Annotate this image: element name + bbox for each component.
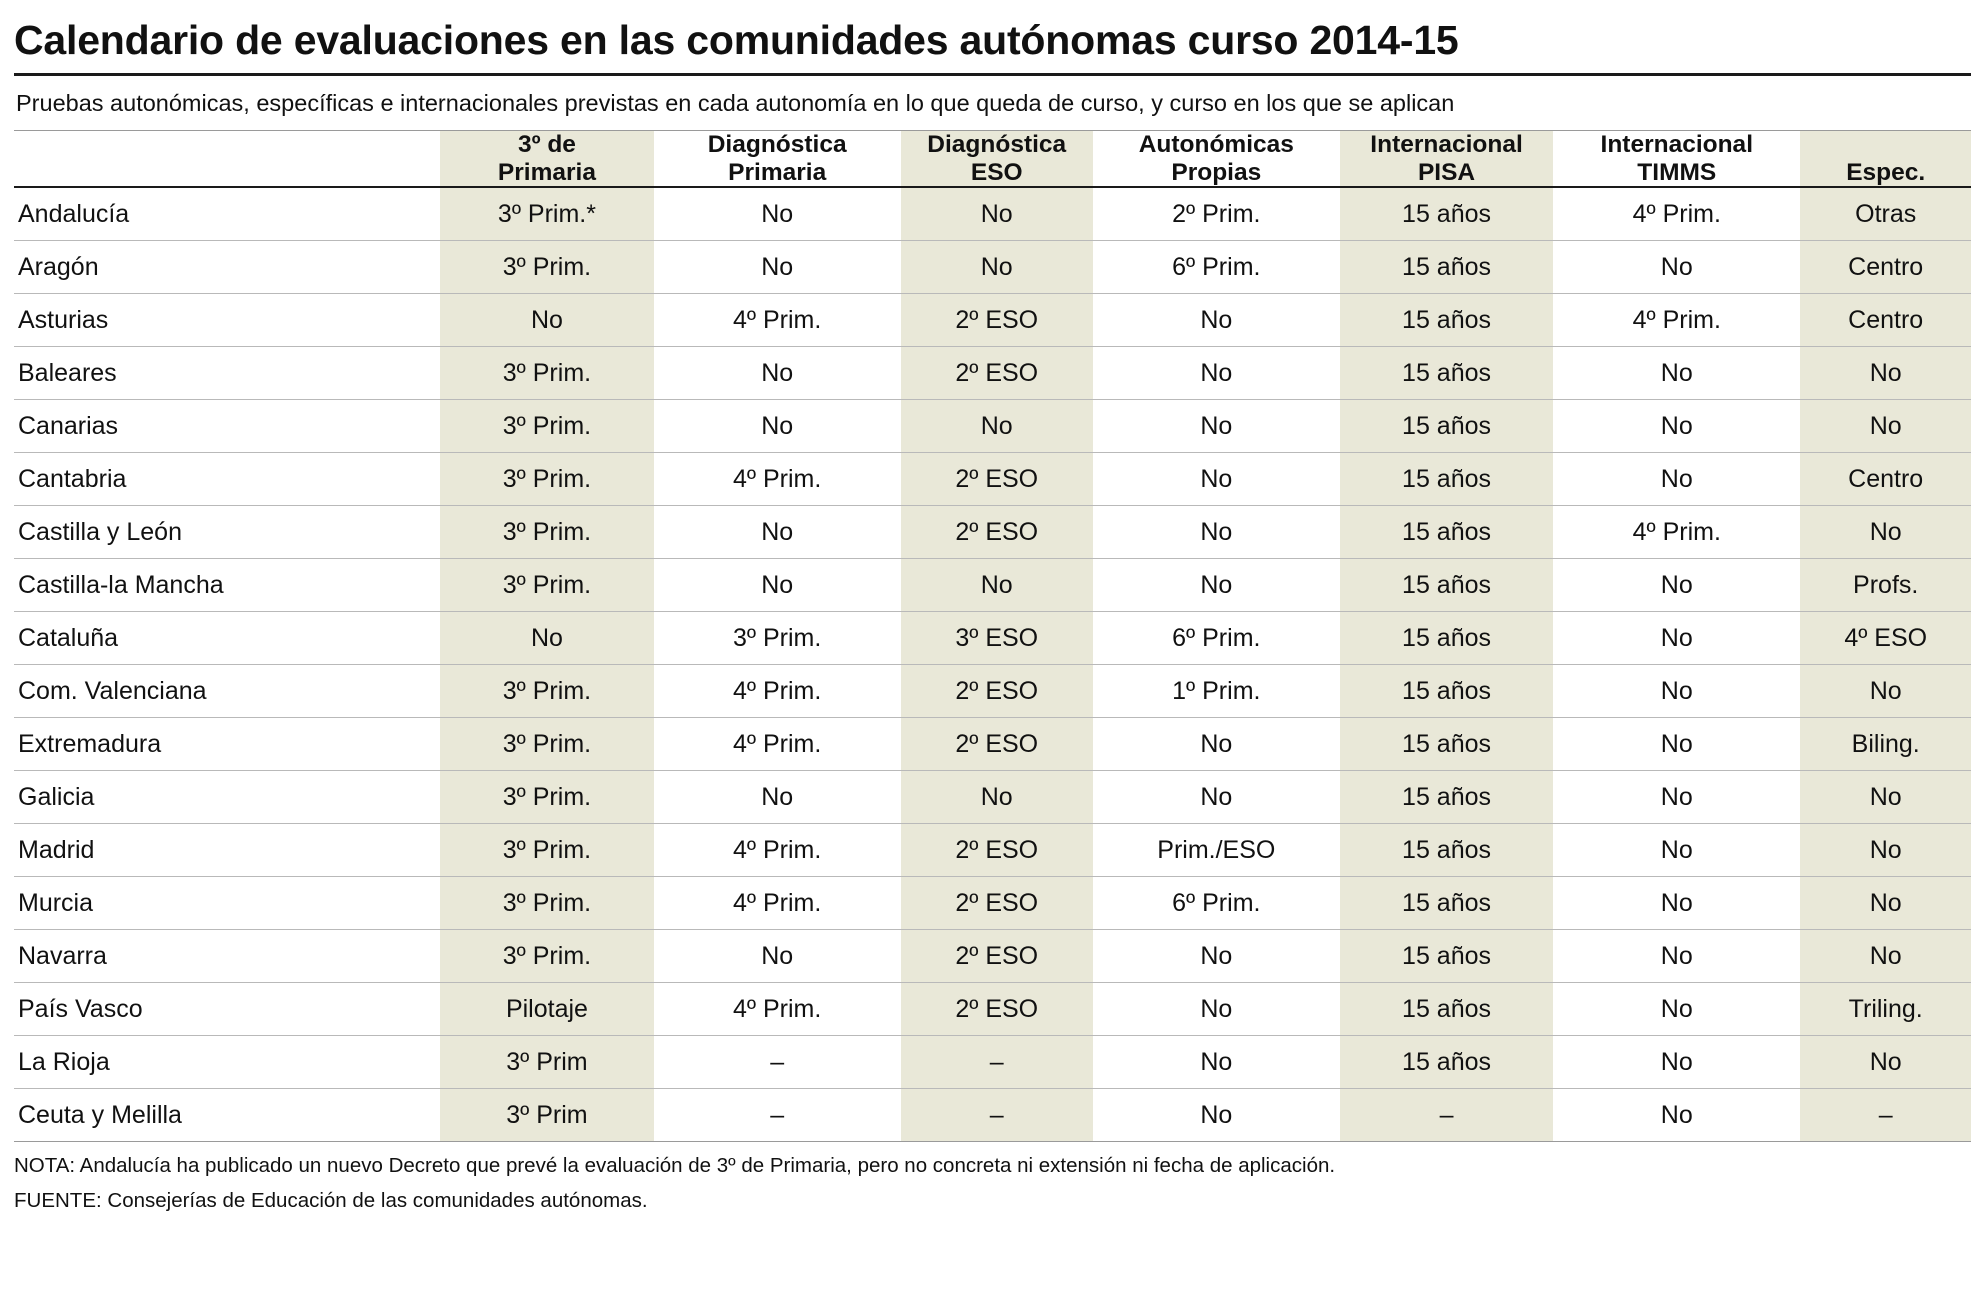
table-cell: No [1800,877,1971,930]
table-row [14,559,1971,612]
table-cell: No [901,771,1093,824]
table-cell: 15 años [1340,400,1553,453]
table-cell: 15 años [1340,930,1553,983]
table-cell: No [1800,930,1971,983]
row-region-label: País Vasco [14,983,440,1036]
table-cell: 2º ESO [901,665,1093,718]
table-row [14,1089,1971,1142]
table-cell: No [1800,665,1971,718]
table-cell: 15 años [1340,453,1553,506]
row-region-label: Extremadura [14,718,440,771]
note-text: NOTA: Andalucía ha publicado un nuevo Decreto que prevé la evaluación de 3º de Primaria, pero no concreta ni extensión ni fecha de aplicación. [14,1154,1336,1178]
table-cell: No [440,612,653,665]
header-line-2: Primaria [728,158,827,186]
column-header-tercero-primaria [440,131,653,187]
table-cell: 3º Prim. [440,347,653,400]
table-cell: 15 años [1340,718,1553,771]
row-region-label: Ceuta y Melilla [14,1089,440,1142]
table-cell: 15 años [1340,347,1553,400]
column-header-diagnostica-eso [901,131,1093,187]
table-cell: No [1093,930,1340,983]
table-row [14,400,1971,453]
table-cell: 4º Prim. [654,453,901,506]
table-cell: No [1800,771,1971,824]
source-text: FUENTE: Consejerías de Educación de las comunidades autónomas. [14,1188,648,1212]
row-region-label: Murcia [14,877,440,930]
table-cell: 3º Prim. [440,665,653,718]
table-cell: 15 años [1340,506,1553,559]
table-cell: 4º ESO [1800,612,1971,665]
page-subtitle: Pruebas autonómicas, específicas e internacionales previstas en cada autonomía en lo que queda de curso, y curso en los que se aplican [16,90,1455,117]
table-cell: 3º Prim. [654,612,901,665]
table-cell: No [1553,771,1800,824]
table-cell: No [1553,824,1800,877]
table-cell: 2º ESO [901,877,1093,930]
header-line-2: Espec. [1846,158,1926,186]
table-cell: 4º Prim. [654,877,901,930]
table-cell: No [1553,930,1800,983]
table-cell: No [1093,1089,1340,1142]
table-cell: 3º Prim [440,1036,653,1089]
table-cell: No [1553,453,1800,506]
table-cell: No [1093,453,1340,506]
table-cell: 15 años [1340,877,1553,930]
column-header-region [14,131,440,187]
table-cell: No [1800,1036,1971,1089]
table-cell: 3º Prim. [440,824,653,877]
header-line-1: Autonómicas [1138,131,1294,159]
table-cell: No [1800,824,1971,877]
table-cell: – [901,1089,1093,1142]
table-cell: – [654,1089,901,1142]
row-region-label: Baleares [14,347,440,400]
table-cell: 4º Prim. [654,718,901,771]
table-row [14,241,1971,294]
column-header-espec [1800,131,1971,187]
footnotes [14,1142,1971,1219]
table-cell: No [1093,718,1340,771]
header-line-1: Diagnóstica [927,131,1067,159]
table-cell: No [1093,400,1340,453]
table-cell: Otras [1800,187,1971,241]
table-cell: 6º Prim. [1093,612,1340,665]
table-cell: 4º Prim. [1553,187,1800,241]
table-cell: 3º Prim. [440,877,653,930]
table-cell: – [901,1036,1093,1089]
table-cell: 3º Prim. [440,241,653,294]
table-cell: No [901,187,1093,241]
table-row [14,612,1971,665]
header-line-1: Internacional [1600,131,1753,159]
table-cell: 3º Prim. [440,400,653,453]
table-cell: 15 años [1340,241,1553,294]
header-line-1: Diagnóstica [707,131,847,159]
table-row [14,347,1971,400]
table-row [14,1036,1971,1089]
table-cell: 2º ESO [901,930,1093,983]
table-cell: No [654,559,901,612]
header-row [14,131,1971,187]
row-region-label: La Rioja [14,1036,440,1089]
table-header [14,131,1971,187]
table-cell: – [1800,1089,1971,1142]
header-line-2: Propias [1171,158,1262,186]
table-cell: No [654,400,901,453]
column-header-autonomicas-propias [1093,131,1340,187]
table-cell: 6º Prim. [1093,877,1340,930]
table-cell: 3º ESO [901,612,1093,665]
table-cell: 2º ESO [901,347,1093,400]
table-cell: 3º Prim. [440,559,653,612]
table-cell: 6º Prim. [1093,241,1340,294]
table-row [14,294,1971,347]
table-cell: Triling. [1800,983,1971,1036]
table-cell: Biling. [1800,718,1971,771]
column-header-internacional-pisa [1340,131,1553,187]
table-cell: No [1553,241,1800,294]
table-cell: Centro [1800,294,1971,347]
table-cell: No [1093,294,1340,347]
table-row [14,506,1971,559]
column-header-internacional-timms [1553,131,1800,187]
row-region-label: Canarias [14,400,440,453]
header-line-2: Primaria [497,158,596,186]
table-cell: 15 años [1340,1036,1553,1089]
page-title: Calendario de evaluaciones en las comunidades autónomas curso 2014-15 [14,17,1459,63]
column-header-diagnostica-primaria [654,131,901,187]
table-cell: 4º Prim. [1553,294,1800,347]
table-cell: 4º Prim. [1553,506,1800,559]
row-region-label: Com. Valenciana [14,665,440,718]
header-line-1: Internacional [1370,131,1523,159]
table-cell: 3º Prim. [440,506,653,559]
table-cell: – [1340,1089,1553,1142]
row-region-label: Navarra [14,930,440,983]
table-cell: No [1093,983,1340,1036]
table-cell: Centro [1800,453,1971,506]
table-cell: No [1553,347,1800,400]
table-cell: No [1553,983,1800,1036]
table-cell: 15 años [1340,187,1553,241]
table-cell: 4º Prim. [654,983,901,1036]
table-cell: No [654,347,901,400]
row-region-label: Cantabria [14,453,440,506]
table-cell: 2º Prim. [1093,187,1340,241]
evaluations-table [14,131,1971,1141]
table-row [14,930,1971,983]
header-line-1: 3º de [517,131,576,159]
row-region-label: Castilla y León [14,506,440,559]
table-cell: No [1093,506,1340,559]
table-cell: 3º Prim.* [440,187,653,241]
table-cell: 3º Prim. [440,718,653,771]
header-line-2: TIMMS [1637,158,1717,186]
table-cell: No [440,294,653,347]
table-row [14,453,1971,506]
table-cell: No [1553,718,1800,771]
table-body [14,187,1971,1141]
table-cell: No [1093,1036,1340,1089]
table-cell: No [1093,771,1340,824]
table-cell: No [1553,612,1800,665]
header-line-2: ESO [970,158,1023,186]
table-row [14,983,1971,1036]
table-cell: 4º Prim. [654,824,901,877]
row-region-label: Asturias [14,294,440,347]
table-cell: No [1553,559,1800,612]
table-cell: Prim./ESO [1093,824,1340,877]
table-cell: 2º ESO [901,824,1093,877]
row-region-label: Cataluña [14,612,440,665]
table-cell: 2º ESO [901,506,1093,559]
table-row [14,771,1971,824]
table-cell: 1º Prim. [1093,665,1340,718]
row-region-label: Andalucía [14,187,440,241]
table-cell: No [654,930,901,983]
table-cell: 3º Prim. [440,453,653,506]
table-row [14,877,1971,930]
table-cell: 15 años [1340,824,1553,877]
table-row [14,665,1971,718]
table-cell: 15 años [1340,559,1553,612]
table-cell: No [1553,877,1800,930]
table-cell: Pilotaje [440,983,653,1036]
table-cell: 4º Prim. [654,294,901,347]
table-cell: 15 años [1340,983,1553,1036]
table-cell: 2º ESO [901,453,1093,506]
table-cell: No [901,241,1093,294]
table-cell: 2º ESO [901,718,1093,771]
table-row [14,187,1971,241]
table-cell: No [901,400,1093,453]
table-cell: No [1800,347,1971,400]
table-cell: No [1800,400,1971,453]
table-cell: No [654,187,901,241]
row-region-label: Aragón [14,241,440,294]
table-cell: 3º Prim [440,1089,653,1142]
table-cell: 15 años [1340,771,1553,824]
table-cell: Profs. [1800,559,1971,612]
table-row [14,718,1971,771]
row-region-label: Castilla-la Mancha [14,559,440,612]
table-cell: – [654,1036,901,1089]
table-cell: No [901,559,1093,612]
table-cell: No [1093,347,1340,400]
table-cell: 2º ESO [901,983,1093,1036]
table-cell: No [1553,665,1800,718]
row-region-label: Madrid [14,824,440,877]
table-cell: 15 años [1340,294,1553,347]
table-cell: 2º ESO [901,294,1093,347]
table-cell: 15 años [1340,665,1553,718]
table-cell: 4º Prim. [654,665,901,718]
table-cell: No [1553,1089,1800,1142]
table-cell: No [1800,506,1971,559]
header-line-2: PISA [1417,158,1476,186]
table-cell: Centro [1800,241,1971,294]
table-cell: 15 años [1340,612,1553,665]
table-cell: No [654,241,901,294]
table-cell: No [1093,559,1340,612]
table-cell: 3º Prim. [440,771,653,824]
table-row [14,824,1971,877]
table-cell: 3º Prim. [440,930,653,983]
table-cell: No [1553,1036,1800,1089]
row-region-label: Galicia [14,771,440,824]
table-cell: No [1553,400,1800,453]
table-cell: No [654,771,901,824]
table-cell: No [654,506,901,559]
